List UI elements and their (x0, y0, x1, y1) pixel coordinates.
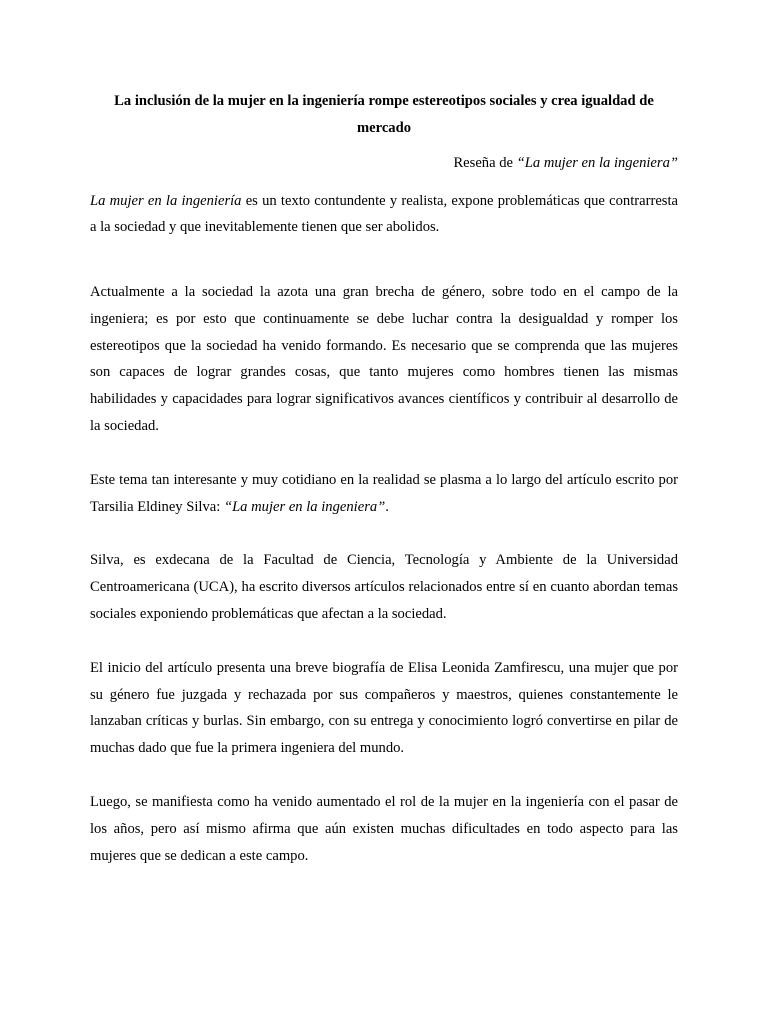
body-paragraph-3: Silva, es exdecana de la Facultad de Ciencia, Tecnología y Ambiente de la Universidad Centroamericana (UCA), ha escrito diversos artículos relacionados entre sí en cuanto abordan temas sociales exponiendo problemáticas que afectan a la sociedad. (90, 552, 678, 623)
subtitle-work-title: “La mujer en la ingeniera” (516, 155, 678, 171)
body-paragraph-5: Luego, se manifiesta como ha venido aumentado el rol de la mujer en la ingeniería con el pasar de los años, pero así mismo afirma que aún existen muchas dificultades en todo aspecto para las mujeres que se dedican a este campo. (90, 794, 678, 864)
intro-text: es un texto contundente y realista, expone problemáticas que contrarresta a la sociedad y que inevitablemente tienen que ser abolidos. (90, 192, 679, 236)
p2-article-title: “La mujer en la ingeniera” (223, 498, 386, 515)
subtitle-prefix: Reseña de (453, 155, 517, 171)
p2-text-after: . (385, 498, 389, 515)
intro-italic-lead: La mujer en la ingeniería (90, 192, 242, 209)
body-paragraph-4: El inicio del artículo presenta una breve biografía de Elisa Leonida Zamfirescu, una mujer que por su género fue juzgada y rechazada por sus compañeros y maestros, quienes constantemente le lanzaban críticas y burlas. Sin embargo, con su entrega y conocimiento logró convertirse en pilar de muchas dado que fue la primera ingeniera del mundo. (90, 659, 678, 757)
document-title: La inclusión de la mujer en la ingeniería rompe estereotipos sociales y crea igualdad de mercado (114, 93, 654, 136)
body-paragraph-2 (90, 467, 678, 521)
p2-text-before: Este tema tan interesante y muy cotidiano en la realidad se plasma a lo largo del artículo escrito por Tarsilia Eldiney Silva: (90, 471, 678, 515)
document-subtitle (90, 150, 678, 177)
document-page (90, 88, 678, 869)
body-paragraph-1: Actualmente a la sociedad la azota una gran brecha de género, sobre todo en el campo de la ingeniera; es por esto que continuamente se debe luchar contra la desigualdad y romper los estereotipos que la sociedad ha venido formando. Es necesario que se comprenda que las mujeres son capaces de lograr grandes cosas, que tanto mujeres como hombres tienen las mismas habilidades y capacidades para lograr significativos avances científicos y contribuir al desarrollo de la sociedad. (90, 284, 678, 435)
intro-paragraph (90, 188, 678, 242)
